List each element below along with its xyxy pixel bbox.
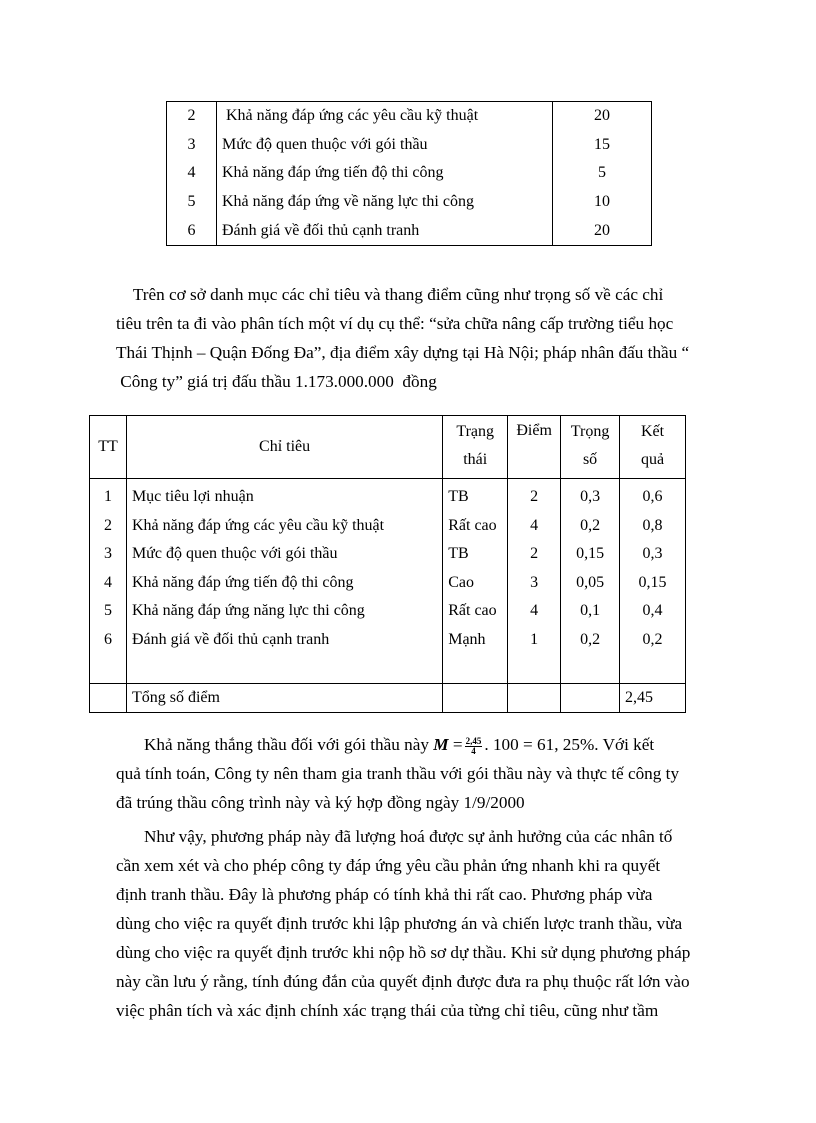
table-row bbox=[167, 102, 652, 131]
header-weight-line2: số bbox=[582, 451, 598, 468]
header-score: Điểm bbox=[508, 416, 561, 479]
status-cell: Cao bbox=[448, 573, 474, 591]
paragraph-line: này cần lưu ý rằng, tính đúng đắn của quyết định được đưa ra phụ thuộc rất lớn vào bbox=[116, 972, 690, 991]
formula-fraction bbox=[465, 737, 483, 756]
header-result bbox=[620, 416, 686, 479]
weight-column bbox=[561, 479, 620, 684]
criteria-name: Khả năng đáp ứng các yêu cầu kỹ thuật bbox=[217, 102, 553, 131]
row-number: 5 bbox=[167, 188, 217, 217]
tt-column bbox=[90, 479, 127, 684]
header-weight bbox=[561, 416, 620, 479]
criteria-cell: Khả năng đáp ứng năng lực thi công bbox=[131, 602, 365, 619]
status-cell: Rất cao bbox=[448, 516, 497, 534]
paragraph-line: việc phân tích và xác định chính xác trạng thái của từng chỉ tiêu, cũng như tầm bbox=[116, 1001, 659, 1020]
table-body-row bbox=[90, 479, 686, 684]
score-cell: 3 bbox=[530, 573, 539, 591]
result-cell: 0,15 bbox=[638, 573, 667, 591]
formula-suffix: . 100 = 61, 25%. Với kết bbox=[484, 735, 655, 754]
weight-cell: 0,15 bbox=[576, 545, 605, 562]
header-weight-line1: Trọng bbox=[570, 423, 610, 440]
criteria-weight: 20 bbox=[594, 221, 610, 239]
paragraph-line: quả tính toán, Công ty nên tham gia tranh thầu với gói thầu này và thực tế công ty bbox=[116, 764, 680, 783]
table-row bbox=[167, 188, 652, 217]
weight-cell: 0,1 bbox=[580, 602, 601, 619]
weight-cell: 0,2 bbox=[580, 516, 601, 534]
tt-cell: 5 bbox=[103, 602, 112, 619]
weight-cell: 0,2 bbox=[580, 630, 601, 648]
criteria-weight: 5 bbox=[598, 164, 606, 182]
header-criteria: Chỉ tiêu bbox=[126, 416, 442, 479]
criteria-cell: Khả năng đáp ứng tiến độ thi công bbox=[131, 573, 354, 591]
formula-equals: = bbox=[448, 735, 463, 754]
criteria-name: Đánh giá về đối thủ cạnh tranh bbox=[217, 216, 553, 245]
score-cell: 2 bbox=[530, 488, 539, 505]
status-column bbox=[443, 479, 508, 684]
result-column bbox=[620, 479, 686, 684]
criteria-cell: Mức độ quen thuộc với gói thầu bbox=[131, 545, 338, 562]
weight-cell: 0,3 bbox=[580, 488, 601, 505]
paragraph-line: cần xem xét và cho phép công ty đáp ứng yêu cầu phản ứng nhanh khi ra quyết bbox=[116, 856, 661, 875]
result-cell: 0,2 bbox=[642, 630, 663, 648]
row-number: 4 bbox=[167, 159, 217, 188]
status-cell: Rất cao bbox=[448, 602, 497, 619]
status-cell: TB bbox=[448, 488, 469, 505]
formula-prefix: Khả năng thắng thầu đối với gói thầu này bbox=[144, 735, 434, 754]
criteria-weight-table bbox=[166, 101, 652, 246]
fraction-numerator: 2,45 bbox=[465, 735, 482, 746]
paragraph-line: Trên cơ sở danh mục các chỉ tiêu và thang điểm cũng như trọng số về các chỉ bbox=[116, 285, 664, 304]
criteria-cell: Khả năng đáp ứng các yêu cầu kỹ thuật bbox=[131, 516, 385, 534]
criteria-weight: 15 bbox=[594, 135, 610, 153]
paragraph-line: dùng cho việc ra quyết định trước khi lập phương án và chiến lược tranh thầu, vừa bbox=[116, 914, 683, 933]
total-empty-cell bbox=[443, 684, 508, 713]
tt-cell: 1 bbox=[103, 488, 112, 505]
row-number: 3 bbox=[167, 131, 217, 160]
total-empty-cell bbox=[90, 684, 127, 713]
header-status-line2: thái bbox=[463, 451, 488, 468]
criteria-column bbox=[126, 479, 442, 684]
criteria-name: Mức độ quen thuộc với gói thầu bbox=[217, 131, 553, 160]
intro-paragraph bbox=[116, 280, 722, 396]
total-empty-cell bbox=[508, 684, 561, 713]
status-cell: TB bbox=[448, 545, 469, 562]
conclusion-paragraph bbox=[116, 822, 722, 1025]
criteria-cell: Mục tiêu lợi nhuận bbox=[131, 488, 254, 505]
status-cell: Mạnh bbox=[448, 630, 486, 648]
row-number: 6 bbox=[167, 216, 217, 245]
header-result-line2: quả bbox=[640, 451, 665, 468]
paragraph-line: định tranh thầu. Đây là phương pháp có tính khả thi rất cao. Phương pháp vừa bbox=[116, 885, 653, 904]
tt-cell: 4 bbox=[103, 573, 112, 591]
paragraph-line: dùng cho việc ra quyết định trước khi nộp hồ sơ dự thầu. Khi sử dụng phương pháp bbox=[116, 943, 691, 962]
header-result-line1: Kết bbox=[640, 423, 665, 440]
table-row bbox=[167, 216, 652, 245]
criteria-cell: Đánh giá về đối thủ cạnh tranh bbox=[131, 630, 330, 648]
evaluation-table bbox=[89, 415, 686, 713]
criteria-weight: 20 bbox=[594, 107, 610, 125]
table-row bbox=[167, 131, 652, 160]
result-cell: 0,8 bbox=[642, 516, 663, 534]
paragraph-line: Thái Thịnh – Quận Đống Đa”, địa điểm xây dựng tại Hà Nội; pháp nhân đấu thầu “ bbox=[116, 343, 690, 362]
criteria-weight: 10 bbox=[594, 193, 610, 211]
total-row bbox=[90, 684, 686, 713]
total-empty-cell bbox=[561, 684, 620, 713]
header-tt: TT bbox=[90, 416, 127, 479]
tt-cell: 3 bbox=[103, 545, 112, 562]
header-status-line1: Trạng bbox=[456, 423, 494, 440]
score-cell: 4 bbox=[530, 602, 539, 619]
fraction-denominator: 4 bbox=[471, 745, 476, 756]
score-cell: 1 bbox=[530, 630, 539, 648]
criteria-name: Khả năng đáp ứng tiến độ thi công bbox=[217, 159, 553, 188]
paragraph-line: đã trúng thầu công trình này và ký hợp đồng ngày 1/9/2000 bbox=[116, 793, 525, 812]
total-label: Tổng số điểm bbox=[126, 684, 442, 713]
formula-variable: M bbox=[433, 735, 449, 754]
table-row bbox=[167, 159, 652, 188]
paragraph-line: tiêu trên ta đi vào phân tích một ví dụ cụ thể: “sửa chữa nâng cấp trường tiểu học bbox=[116, 314, 674, 333]
result-cell: 0,4 bbox=[642, 602, 663, 619]
weight-cell: 0,05 bbox=[576, 573, 605, 591]
score-column bbox=[508, 479, 561, 684]
result-cell: 0,3 bbox=[642, 545, 663, 562]
header-status bbox=[443, 416, 508, 479]
row-number: 2 bbox=[167, 102, 217, 131]
tt-cell: 2 bbox=[103, 516, 112, 534]
total-value: 2,45 bbox=[620, 684, 686, 713]
score-cell: 2 bbox=[530, 545, 539, 562]
tt-cell: 6 bbox=[103, 630, 112, 648]
score-cell: 4 bbox=[530, 516, 539, 534]
result-cell: 0,6 bbox=[642, 488, 663, 505]
paragraph-line: Công ty” giá trị đấu thầu 1.173.000.000 đồng bbox=[116, 372, 437, 391]
criteria-name: Khả năng đáp ứng về năng lực thi công bbox=[217, 188, 553, 217]
table-header-row bbox=[90, 416, 686, 479]
win-probability-paragraph bbox=[116, 730, 722, 817]
paragraph-line: Như vậy, phương pháp này đã lượng hoá được sự ảnh hưởng của các nhân tố bbox=[144, 827, 673, 846]
